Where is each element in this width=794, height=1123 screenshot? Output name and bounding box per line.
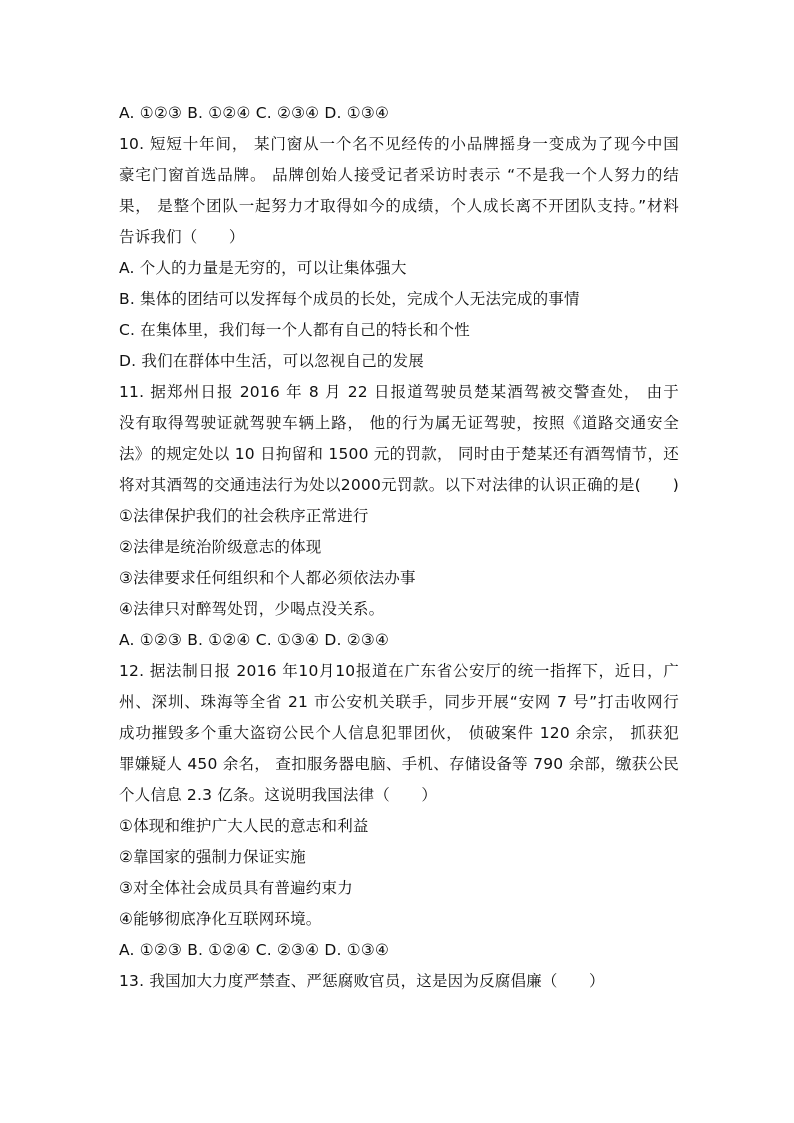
q12-stem-line-2: 州、深圳、珠海等全省 21 市公安机关联手，同步开展“安网 7 号”打击收网行 [119,693,679,711]
q11-statement-2: ②法律是统治阶级意志的体现 [119,538,322,556]
q10-stem-line-4: 告诉我们（ ） [119,228,245,246]
q12-statement-3: ③对全体社会成员具有普遍约束力 [119,879,353,897]
q11-stem-line-3: 法》的规定处以 10 日拘留和 1500 元的罚款， 同时由于楚某还有酒驾情节，还 [119,445,679,463]
q10-stem-line-1: 10. 短短十年间， 某门窗从一个名不见经传的小品牌摇身一变成为了现今中国 [119,135,679,153]
q10-option-b: B. 集体的团结可以发挥每个成员的长处，完成个人无法完成的事情 [119,290,580,308]
q11-statement-4: ④法律只对醉驾处罚，少喝点没关系。 [119,600,385,618]
q12-stem-line-4: 罪嫌疑人 450 余名， 查扣服务器电脑、手机、存储设备等 790 余部，缴获公民 [119,755,679,773]
q12-statement-2: ②靠国家的强制力保证实施 [119,848,306,866]
q12-stem-line-5: 个人信息 2.3 亿条。这说明我国法律（ ） [119,786,438,804]
q11-statement-3: ③法律要求任何组织和个人都必须依法办事 [119,569,416,587]
q9-options: A. ①②③ B. ①②④ C. ②③④ D. ①③④ [119,104,390,122]
q10-stem-line-3: 果， 是整个团队一起努力才取得如今的成绩，个人成长离不开团队支持。”材料 [119,197,679,215]
q12-statement-4: ④能够彻底净化互联网环境。 [119,910,322,928]
q11-stem-line-4: 将对其酒驾的交通违法行为处以2000元罚款。以下对法律的认识正确的是( ) [119,476,679,494]
q12-options: A. ①②③ B. ①②④ C. ②③④ D. ①③④ [119,941,390,959]
q13-stem-line-1: 13. 我国加大力度严禁查、严惩腐败官员，这是因为反腐倡廉（ ） [119,972,605,990]
q10-option-a: A. 个人的力量是无穷的，可以让集体强大 [119,259,407,277]
q11-stem-line-1: 11. 据郑州日报 2016 年 8 月 22 日报道驾驶员楚某酒驾被交警查处， 由于 [119,383,679,401]
q11-statement-1: ①法律保护我们的社会秩序正常进行 [119,507,369,525]
q12-statement-1: ①体现和维护广大人民的意志和利益 [119,817,369,835]
q11-options: A. ①②③ B. ①②④ C. ①③④ D. ②③④ [119,631,390,649]
q11-stem-line-2: 没有取得驾驶证就驾驶车辆上路， 他的行为属无证驾驶，按照《道路交通安全 [119,414,679,432]
q10-stem-line-2: 豪宅门窗首选品牌。 品牌创始人接受记者采访时表示 “不是我一个人努力的结 [119,166,679,184]
q12-stem-line-1: 12. 据法制日报 2016 年10月10报道在广东省公安厅的统一指挥下，近日，广 [119,662,679,680]
q12-stem-line-3: 成功摧毁多个重大盗窃公民个人信息犯罪团伙， 侦破案件 120 余宗， 抓获犯 [119,724,679,742]
q10-option-c: C. 在集体里，我们每一个人都有自己的特长和个性 [119,321,470,339]
q10-option-d: D. 我们在群体中生活，可以忽视自己的发展 [119,352,424,370]
